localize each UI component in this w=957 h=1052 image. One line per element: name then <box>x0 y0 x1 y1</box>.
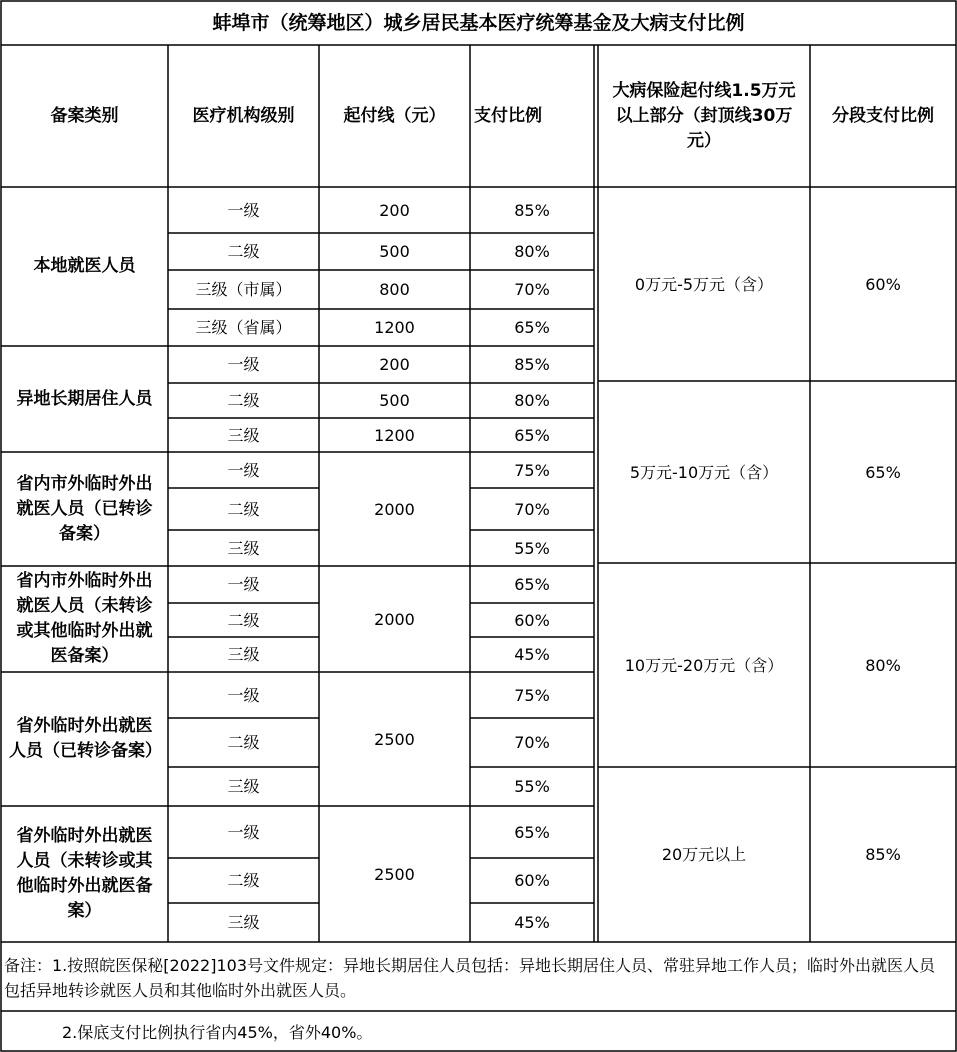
level-cell: 二级 <box>227 499 260 519</box>
level-cell: 三级 <box>227 425 260 445</box>
ratio-cell: 60% <box>514 610 550 630</box>
ratio-cell: 65% <box>514 318 550 337</box>
level-cell: 二级 <box>227 871 260 890</box>
major-range-cell: 0万元-5万元（含） <box>634 274 774 294</box>
threshold-cell: 1200 <box>374 318 415 337</box>
level-cell: 三级（市属） <box>195 280 292 299</box>
header-segment-ratio: 分段支付比例 <box>832 105 934 126</box>
major-ratio-cell: 65% <box>865 462 901 482</box>
level-cell: 一级 <box>227 685 260 705</box>
level-cell: 二级 <box>227 733 260 752</box>
ratio-cell: 85% <box>514 355 550 374</box>
level-cell: 一级 <box>227 575 260 594</box>
major-range-cell: 10万元-20万元（含） <box>624 655 784 675</box>
ratio-cell: 80% <box>514 242 550 261</box>
ratio-cell: 65% <box>514 425 550 445</box>
ratio-cell: 65% <box>514 822 550 842</box>
ratio-cell: 45% <box>514 645 550 664</box>
header-major: 大病保险起付线1.5万元以上部分（封顶线30万元） <box>612 80 796 151</box>
note-1: 备注：1.按照皖医保秘[2022]103号文件规定：异地长期居住人员包括：异地长期居住人员、常驻异地工作人员；临时外出就医人员包括异地转诊就医人员和其他临时外出就医人员。 <box>4 956 936 1000</box>
level-cell: 三级（省属） <box>195 318 292 337</box>
threshold-cell: 200 <box>379 355 410 374</box>
major-range-cell: 5万元-10万元（含） <box>629 462 779 482</box>
level-cell: 二级 <box>227 391 260 410</box>
threshold-cell: 1200 <box>374 425 415 445</box>
header-level: 医疗机构级别 <box>192 105 295 126</box>
threshold-merged-cell: 2500 <box>374 729 415 749</box>
threshold-merged-cell: 2000 <box>374 609 415 629</box>
level-cell: 一级 <box>227 460 260 480</box>
ratio-cell: 85% <box>514 200 550 220</box>
ratio-cell: 65% <box>514 575 550 594</box>
level-cell: 三级 <box>227 777 260 796</box>
level-cell: 三级 <box>227 913 260 932</box>
level-cell: 一级 <box>227 200 260 220</box>
threshold-cell: 800 <box>379 280 410 299</box>
header-threshold: 起付线（元） <box>343 105 446 126</box>
group-in-province-referred: 省内市外临时外出就医人员（已转诊备案） <box>16 473 153 544</box>
threshold-merged-cell: 2500 <box>374 864 415 884</box>
level-cell: 三级 <box>227 538 260 558</box>
threshold-merged-cell: 2000 <box>374 499 415 519</box>
major-ratio-cell: 80% <box>865 655 901 675</box>
group-out-province-referred: 省外临时外出就医人员（已转诊备案） <box>9 716 162 761</box>
group-in-province-unreferred: 省内市外临时外出就医人员（未转诊或其他临时外出就医备案） <box>16 571 153 666</box>
level-cell: 三级 <box>227 645 260 664</box>
group-long-term-remote: 异地长期居住人员 <box>16 388 153 409</box>
threshold-cell: 500 <box>379 242 410 261</box>
ratio-cell: 80% <box>514 391 550 410</box>
ratio-cell: 70% <box>514 499 550 519</box>
major-ratio-cell: 85% <box>865 845 901 864</box>
group-local: 本地就医人员 <box>33 256 136 276</box>
level-cell: 二级 <box>227 242 260 261</box>
ratio-cell: 75% <box>514 460 550 480</box>
ratio-cell: 70% <box>514 280 550 299</box>
level-cell: 一级 <box>227 822 260 842</box>
threshold-cell: 500 <box>379 391 410 410</box>
ratio-cell: 55% <box>514 777 550 796</box>
level-cell: 一级 <box>227 355 260 374</box>
threshold-cell: 200 <box>379 200 410 220</box>
major-range-cell: 20万元以上 <box>661 845 747 864</box>
ratio-cell: 45% <box>514 913 550 932</box>
header-category: 备案类别 <box>50 105 119 126</box>
header-ratio: 支付比例 <box>474 105 542 126</box>
ratio-cell: 70% <box>514 733 550 752</box>
level-cell: 二级 <box>227 610 260 630</box>
ratio-cell: 55% <box>514 538 550 558</box>
page-title: 蚌埠市（统筹地区）城乡居民基本医疗统筹基金及大病支付比例 <box>212 11 745 34</box>
major-ratio-cell: 60% <box>865 274 901 294</box>
note-2: 2.保底支付比例执行省内45%，省外40%。 <box>62 1023 373 1042</box>
ratio-cell: 60% <box>514 871 550 890</box>
ratio-cell: 75% <box>514 685 550 705</box>
group-out-province-unreferred: 省外临时外出就医人员（未转诊或其他临时外出就医备案） <box>16 826 153 921</box>
